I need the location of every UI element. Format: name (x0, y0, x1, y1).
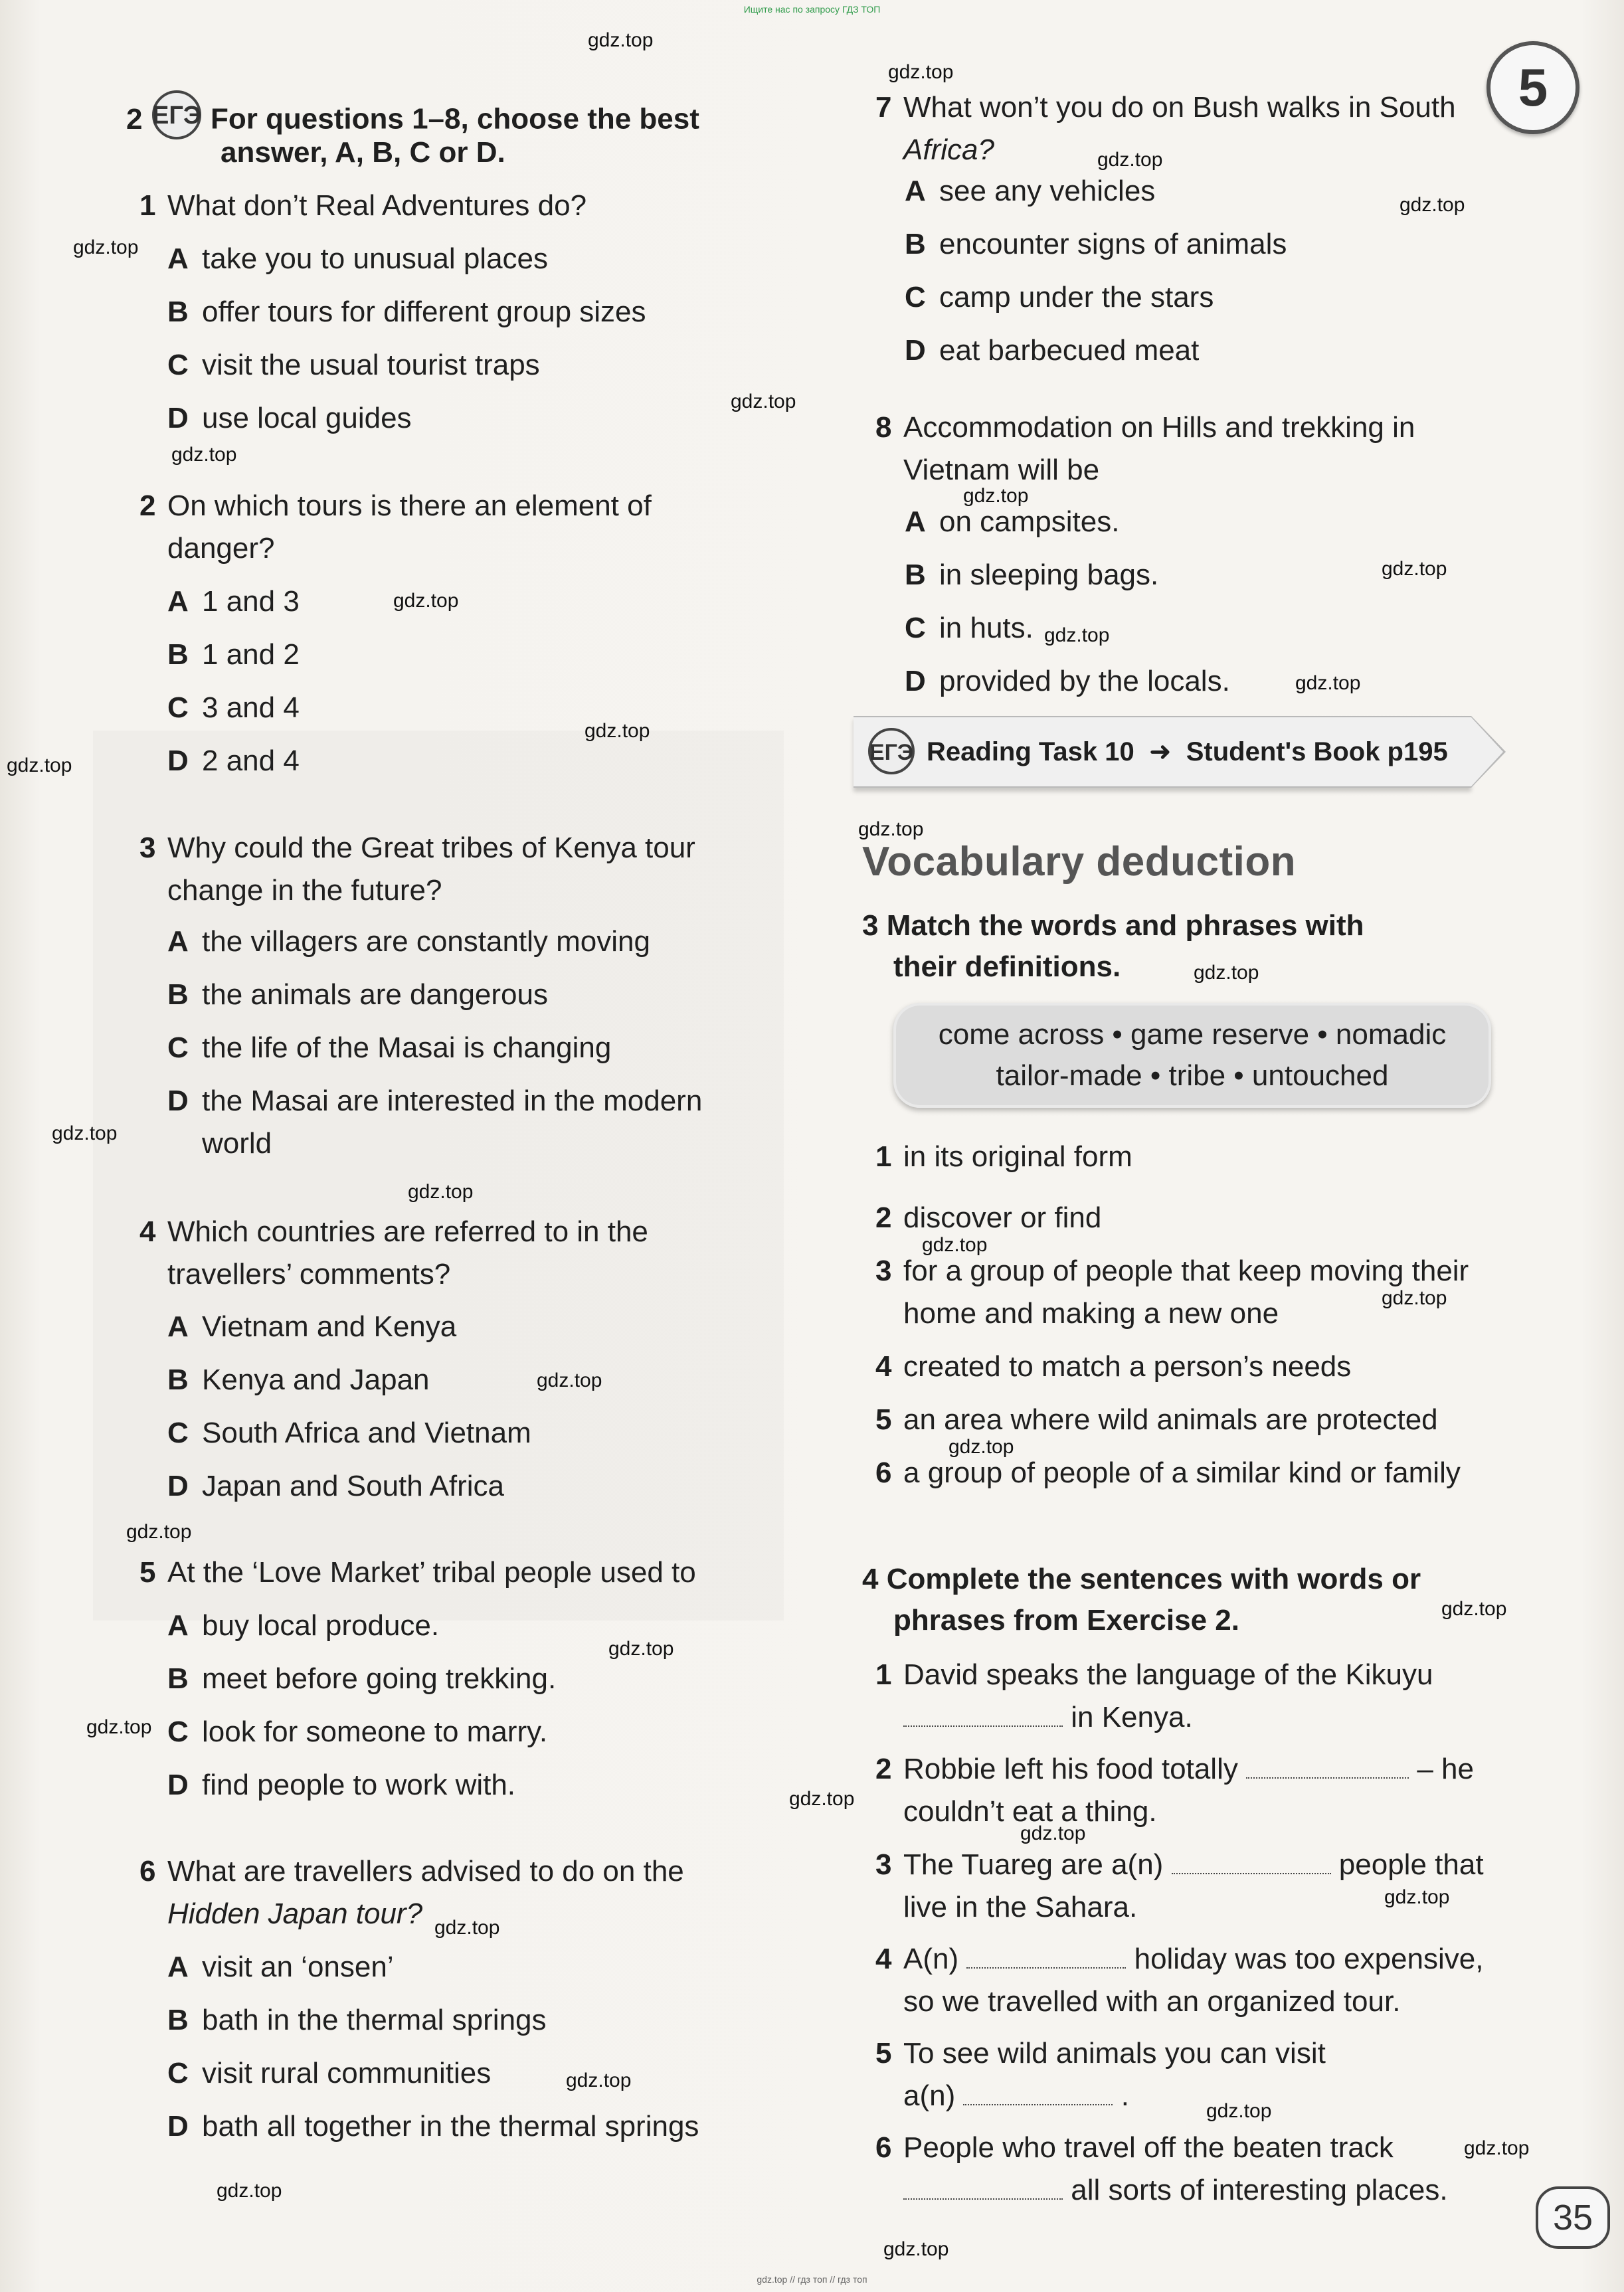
section-title: Vocabulary deduction (862, 839, 1297, 885)
exercise-4-instruction-2: phrases from Exercise 2. (893, 1604, 1239, 1636)
watermark: gdz.top (126, 1521, 192, 1543)
sentence-6: 6 People who travel off the beaten track all sorts of interesting places. (875, 2131, 1448, 2206)
watermark: gdz.top (1194, 962, 1259, 984)
option-7a[interactable]: A see any vehicles (905, 175, 1156, 207)
answer-blank[interactable] (963, 2077, 1113, 2105)
svg-text:ЕГЭ: ЕГЭ (869, 740, 914, 765)
definition-1: 1 in its original form (875, 1140, 1132, 1173)
watermark: gdz.top (1441, 1598, 1507, 1620)
watermark: gdz.top (73, 236, 139, 258)
option-7b[interactable]: B encounter signs of animals (905, 228, 1287, 260)
word-box-line-1: come across • game reserve • nomadic (938, 1018, 1447, 1051)
option-8d[interactable]: D provided by the locals. (905, 665, 1230, 697)
option-8b[interactable]: B in sleeping bags. (905, 559, 1159, 591)
option-4a[interactable]: A Vietnam and Kenya (167, 1310, 457, 1343)
option-7d[interactable]: D eat barbecued meat (905, 334, 1200, 367)
reading-task-banner (854, 716, 1471, 788)
option-6c[interactable]: C visit rural communities (167, 2057, 492, 2089)
sentence-4: 4 A(n) holiday was too expensive, so we travelled with an organized tour. (875, 1938, 1483, 2023)
exercise-3-instruction-2: their definitions. (893, 950, 1121, 983)
answer-blank[interactable] (903, 2172, 1063, 2200)
question-4: 4 Which countries are referred to in the travellers’ comments? (139, 1215, 648, 1290)
option-4d[interactable]: D Japan and South Africa (167, 1470, 504, 1502)
option-4b[interactable]: B Kenya and Japan (167, 1364, 430, 1396)
exam-task-icon (151, 89, 203, 153)
option-3b[interactable]: B the animals are dangerous (167, 978, 548, 1011)
question-8: 8 Accommodation on Hills and trekking in Vietnam will be (875, 411, 1415, 486)
exercise-4-header: 4 Complete the sentences with words or (862, 1563, 1421, 1595)
definition-6: 6 a group of people of a similar kind or family (875, 1456, 1461, 1489)
option-8c[interactable]: C in huts. (905, 612, 1034, 644)
option-5c[interactable]: C look for someone to marry. (167, 1716, 548, 1748)
option-1a[interactable]: A take you to unusual places (167, 242, 549, 275)
option-3c[interactable]: C the life of the Masai is changing (167, 1031, 612, 1064)
option-4c[interactable]: C South Africa and Vietnam (167, 1417, 531, 1449)
word-box-line-2: tailor-made • tribe • untouched (996, 1059, 1389, 1092)
watermark: gdz.top (888, 61, 954, 83)
option-1b[interactable]: B offer tours for different group sizes (167, 296, 646, 328)
watermark: gdz.top (731, 391, 796, 412)
watermark: gdz.top (217, 2180, 282, 2202)
watermark: gdz.top (566, 2070, 632, 2091)
option-6d[interactable]: D bath all together in the thermal springs (167, 2110, 699, 2143)
exercise-2-instruction-2: answer, A, B, C or D. (221, 136, 505, 169)
option-3d[interactable]: D the Masai are interested in the modern world (167, 1085, 703, 1160)
option-2c[interactable]: C 3 and 4 (167, 691, 300, 724)
exercise-3-header: 3 Match the words and phrases with (862, 909, 1364, 942)
question-6: 6 What are travellers advised to do on the Hidden Japan tour? (139, 1855, 684, 1930)
definition-4: 4 created to match a person’s needs (875, 1350, 1352, 1383)
watermark: gdz.top (52, 1122, 118, 1144)
option-3a[interactable]: A the villagers are constantly moving (167, 925, 650, 958)
definition-5: 5 an area where wild animals are protected (875, 1403, 1438, 1436)
bottom-banner: gdz.top // гдз топ // гдз топ (757, 2274, 867, 2285)
top-banner: Ищите нас по запросу ГДЗ ТОП (743, 4, 881, 15)
definition-2: 2 discover or find (875, 1201, 1102, 1234)
question-2: 2 On which tours is there an element of danger? (139, 489, 652, 565)
sentence-3: 3 The Tuareg are a(n) people that live in the Sahara. (875, 1844, 1484, 1929)
arrow-icon: ➜ (1148, 737, 1172, 766)
watermark: gdz.top (1020, 1822, 1086, 1844)
watermark: gdz.top (588, 29, 654, 51)
watermark: gdz.top (1097, 149, 1163, 171)
watermark: gdz.top (948, 1436, 1014, 1458)
option-2a[interactable]: A 1 and 3 (167, 585, 300, 618)
option-1d[interactable]: D use local guides (167, 402, 412, 434)
option-5b[interactable]: B meet before going trekking. (167, 1662, 557, 1695)
option-1c[interactable]: C visit the usual tourist traps (167, 349, 540, 381)
option-6b[interactable]: B bath in the thermal springs (167, 2004, 547, 2036)
watermark: gdz.top (1295, 672, 1361, 694)
watermark: gdz.top (1382, 558, 1447, 580)
watermark: gdz.top (1464, 2137, 1530, 2159)
watermark: gdz.top (858, 818, 924, 840)
sentence-2: 2 Robbie left his food totally – he couldn’t eat a thing. (875, 1748, 1474, 1833)
watermark: gdz.top (922, 1234, 988, 1256)
watermark: gdz.top (585, 720, 650, 742)
watermark: gdz.top (86, 1716, 152, 1738)
exam-task-icon (867, 725, 916, 803)
word-box (893, 1003, 1491, 1108)
watermark: gdz.top (1382, 1287, 1447, 1309)
page-number: 35 (1536, 2186, 1610, 2249)
watermark: gdz.top (171, 444, 237, 466)
answer-blank[interactable] (966, 1941, 1126, 1969)
definition-3: 3 for a group of people that keep moving their home and making a new one (875, 1255, 1469, 1330)
option-6a[interactable]: A visit an ‘onsen’ (167, 1951, 394, 1983)
watermark: gdz.top (789, 1788, 855, 1810)
answer-blank[interactable] (903, 1699, 1063, 1727)
reading-task-ref: Student's Book p195 (1186, 737, 1448, 766)
watermark: gdz.top (408, 1181, 474, 1203)
watermark: gdz.top (7, 754, 72, 776)
watermark: gdz.top (1399, 194, 1465, 216)
sentence-5: 5 To see wild animals you can visit a(n) . (875, 2037, 1326, 2112)
question-3: 3 Why could the Great tribes of Kenya tour change in the future? (139, 832, 695, 907)
watermark: gdz.top (608, 1638, 674, 1660)
option-2d[interactable]: D 2 and 4 (167, 745, 300, 777)
unit-badge: 5 (1487, 41, 1579, 134)
watermark: gdz.top (963, 485, 1029, 507)
svg-text:ЕГЭ: ЕГЭ (151, 102, 201, 130)
sentence-1: 1 David speaks the language of the Kikuyu in Kenya. (875, 1658, 1433, 1733)
answer-blank[interactable] (1246, 1751, 1409, 1779)
watermark: gdz.top (1384, 1886, 1450, 1908)
reading-task-label: Reading Task 10 (927, 737, 1134, 766)
question-1: 1 What don’t Real Adventures do? (139, 189, 587, 222)
question-5: 5 At the ‘Love Market’ tribal people used to (139, 1556, 696, 1589)
exercise-number: 2 (126, 102, 143, 135)
watermark: gdz.top (537, 1369, 602, 1391)
answer-blank[interactable] (1172, 1846, 1331, 1874)
option-2b[interactable]: B 1 and 2 (167, 638, 300, 671)
watermark: gdz.top (434, 1917, 500, 1939)
option-5d[interactable]: D find people to work with. (167, 1769, 516, 1801)
option-5a[interactable]: A buy local produce. (167, 1609, 440, 1642)
watermark: gdz.top (1044, 624, 1110, 646)
option-8a[interactable]: A on campsites. (905, 505, 1120, 538)
option-7c[interactable]: C camp under the stars (905, 281, 1214, 313)
watermark: gdz.top (393, 590, 459, 612)
exercise-2-instruction-1: For questions 1–8, choose the best (210, 102, 699, 135)
question-7: 7 What won’t you do on Bush walks in South Africa? (875, 91, 1456, 166)
question-text: What don’t Real Adventures do? (167, 189, 587, 222)
watermark: gdz.top (1206, 2100, 1272, 2122)
watermark: gdz.top (883, 2238, 949, 2260)
